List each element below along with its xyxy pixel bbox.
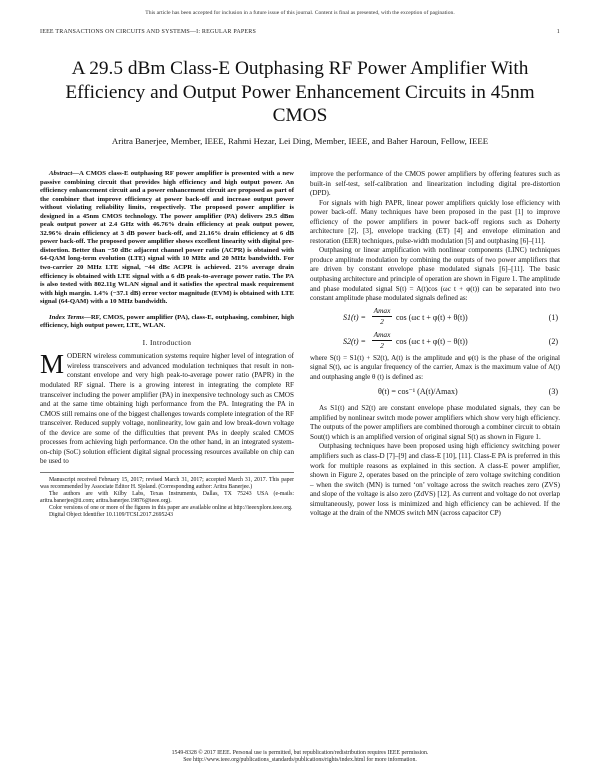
footnote-doi: Digital Object Identifier 10.1109/TCSI.2017.2695243 [49,512,174,519]
author-list: Aritra Banerjee, Member, IEEE, Rahmi Hezar, Lei Ding, Member, IEEE, and Baher Haroun, Fellow, IEEE [111,136,489,146]
right-paragraph-1: improve the performance of the CMOS power amplifiers by offering features such as built-in self-test, self-calibration and linearization including digital pre-distortion (DPD). [310,170,560,198]
rights-link-line: See http://www.ieee.org/publications_standards/publications/rights/index.html for more information. [183,757,417,764]
eq1-denominator: 2 [372,316,392,327]
abstract-text: A CMOS class-E outphasing RF power amplifier is presented with a new passive combining circuit that provides high efficiency and high output power. An efficiency enhancement circuit and a power enhancement circuit are proposed as part of the combiner that improve efficiency at power back-off and increase output power without violating reliability limits, respectively. The proposed power amplifier is designed in a 45nm CMOS technology. The power amplifier (PA) delivers 29.5 dBm peak output power at 2.4 GHz with 46.76% drain efficiency at peak output power, 32.96% drain efficiency at 3 dB power back-off, and 21.16% drain efficiency at 6 dB power back-off. The proposed power amplifier shows excellent linearity with digital pre-distortion. Better than −50 dBc adjacent channel power ratio (ACPR) is obtained with 64-QAM long-term evolution (LTE) signal with 10 MHz and 20 MHz bandwidth. For two-carrier 20 MHz LTE signal, −44 dBc ACPR is achieved. 21% average drain efficiency is obtained with LTE signal with a 6 dB peak-to-average power ratio. The PA is also tested with 802.11g WLAN signal and it satisfies the spectral mask requirement with high margin. 1.4% (−37.1 dB) error vector magnitude (EVM) is obtained with LTE signal (64-QAM) with a 10 MHz bandwidth. [40,170,294,306]
eq1-rhs: cos (ωc t + φ(t) + θ(t)) [396,312,468,322]
eq2-lhs: S2(t) = [343,336,366,346]
right-paragraph-6: Outphasing techniques have been proposed using high efficiency switching power amplifiers such as class-D [7]–[9] and class-E [10], [11]. Class-E PA is preferred in this work for multiple reasons as explained in this section. A class-E power amplifier, shown in Figure 2, operates based on the principle of zero voltage switching condition – when the switch (MN) is turned ‘on’ voltage across the switch reaches zero (ZVS) and slope of the voltage is also zero (ZdVS) [12]. As current and voltage do not overlap simultaneously, power loss is minimized and high efficiency can be achieved. If the voltage at the drain of the NMOS switch MN (across capacitor CP) [310,442,560,518]
page-number: 1 [556,29,560,35]
running-head [40,29,560,35]
copyright-line: 1549-8328 © 2017 IEEE. Personal use is permitted, but republication/redistribution requires IEEE permission. [171,750,429,756]
eq3-label: (3) [548,387,558,397]
dropcap: M [40,349,65,380]
index-terms-text: RF, CMOS, power amplifier (PA), class-E, outphasing, combiner, high efficiency, high output power, LTE, WLAN. [40,313,294,330]
right-paragraph-3: Outphasing or linear amplification with nonlinear components (LINC) techniques produce amplitude modulation by combining the outputs of two power amplifiers that are driven by constant envelope phase modulated signals [6]–[11]. The basic outphasing architecture and principle of operation are shown in Figure 1. The amplitude and phase modulated signal S(t) = A(t)cos (ωc t + φ(t)) can be separated into two constant amplitude phase modulated signals defined as: [310,246,560,303]
abstract [40,170,294,307]
eq1-lhs: S1(t) = [343,312,366,322]
eq2-numerator: Amax [373,329,391,339]
copyright-footer [40,750,560,765]
left-column [40,170,294,520]
right-paragraph-2: For signals with high PAPR, linear power amplifiers quickly lose efficiency with power back-off. Many techniques have been proposed in the past [1] to improve efficiency of the power amplifiers in power back-off regions such as Doherty architecture [2], [3], envelope tracking (ET) [4] and envelope elimination and restoration (EER) techniques, pulse-width modulation [5] and outphasing [6]–[11]. [310,198,560,245]
eq2-rhs: cos (ωc t + φ(t) − θ(t)) [396,336,468,346]
journal-name: IEEE TRANSACTIONS ON CIRCUITS AND SYSTEMS—I: REGULAR PAPERS [40,29,256,35]
equation-3 [310,385,560,401]
section-heading: I. Introduction [142,337,192,347]
right-column [310,170,560,519]
footnote-color: Color versions of one or more of the figures in this paper are available online at http://ieeexplore.ieee.org. [49,505,293,512]
intro-text: wireless communication systems require higher level of integration of wireless transceivers and advanced modulation techniques that result in non-constant envelope and very high peak-to-average power ratio (PAPR) in the modulated RF signal. There is a growing interest in integrating the complete RF transceiver including the power amplifier (PA) in inexpensive technology such as CMOS and at the same time obtaining high performance from the PA. Integrating the PA in CMOS still remains one of the biggest challenges towards complete integration of the RF transceiver. Reduced supply voltage, nonlinearity, low gain and low break-down voltage of the device are some of the difficulties that prevent PAs in deeply scaled CMOS processes from achieving high performance. On the other hand, in an integrated system-on-chip (SoC) solution efficient digital signal processing resources available on chip can be used to [40,352,294,466]
footnotes [40,472,294,520]
eq1-numerator: Amax [373,305,391,315]
right-paragraph-4: where S(t) = S1(t) + S2(t), A(t) is the amplitude and φ(t) is the phase of the original signal S(t), ωc is angular frequency of the carrier, Amax is the maximum value of A(t) and outphasing angle θ (t) is defined as: [310,353,560,381]
abstract-lead: Abstract— [49,170,80,177]
paper-title: A 29.5 dBm Class-E Outphasing RF Power Amplifier With Efficiency and Output Power Enhancement Circuits in 45nm CMOS [65,58,535,126]
footnote-received: Manuscript received February 15, 2017; revised March 31, 2017; accepted March 31, 2017. This paper was recommended by Associate Editor H. Sjoland. (Corresponding author: Aritra Banerjee.) [40,476,294,491]
eq2-label: (2) [548,336,558,346]
right-paragraph-5: As S1(t) and S2(t) are constant envelope phase modulated signals, they can be amplified by nonlinear switch mode power amplifiers which show very high efficiency. The outputs of the power amplifiers are combined thorough a combiner circuit to obtain Sout(t) which is an amplified version of original signal S(t) as shown in Figure 1. [310,404,560,441]
eq2-denominator: 2 [372,340,392,351]
eq1-fraction [372,306,392,327]
eq2-fraction [372,330,392,351]
equation-1 [310,306,560,328]
footnote-affiliation: The authors are with Kilby Labs, Texas Instruments, Dallas, TX 75243 USA (e-mails: aritra.banerjee@ti.com; aritra.banerjee.19876@ieee.org). [40,491,294,505]
index-terms [40,314,294,331]
acceptance-notice: This article has been accepted for inclusion in a future issue of this journal. Content is final as presented, with the exception of pagination. [145,10,455,16]
equation-2 [310,330,560,352]
eq1-label: (1) [548,312,558,322]
intro-paragraph [40,349,294,467]
eq3-body: θ(t) = cos⁻¹ (A(t)/Amax) [378,387,458,397]
index-terms-lead: Index Terms— [49,313,91,321]
intro-first-word: ODERN [67,352,92,361]
